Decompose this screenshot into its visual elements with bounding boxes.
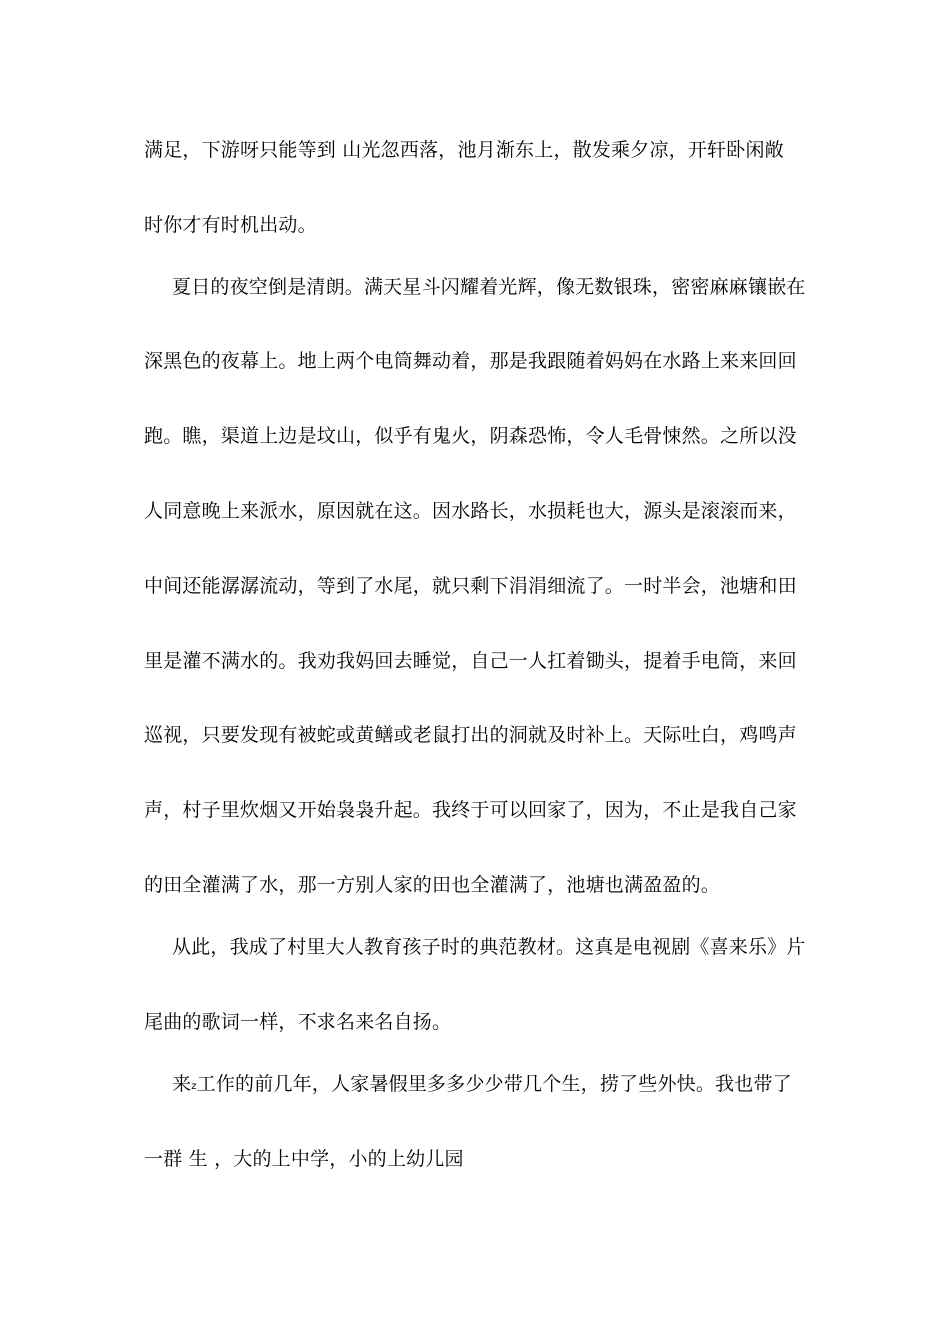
text-line: 时你才有时机出动。 (144, 214, 317, 236)
text-line: 夏日的夜空倒是清朗。满天星斗闪耀着光辉，像无数银珠，密密麻麻镶嵌在 (172, 276, 806, 298)
text-line (172, 1071, 792, 1100)
text-line: 从此，我成了村里大人教育孩子时的典范教材。这真是电视剧《喜来乐》片 (172, 936, 806, 958)
text-line: 中间还能潺潺流动，等到了水尾，就只剩下涓涓细流了。一时半会，池塘和田 (144, 575, 797, 597)
text-line: 巡视，只要发现有被蛇或黄鳝或老鼠打出的洞就及时补上。天际吐白，鸡鸣声 (144, 724, 797, 746)
text-line: 里是灌不满水的。我劝我妈回去睡觉，自己一人扛着锄头，提着手电筒，来回 (144, 650, 797, 672)
text-line: 满足，下游呀只能等到 山光忽西落，池月渐东上，散发乘夕凉，开轩卧闲敞 (144, 139, 784, 161)
text-line: 一群 生 ，大的上中学，小的上幼儿园 (144, 1148, 464, 1170)
text-line: 跑。瞧，渠道上边是坟山，似乎有鬼火，阴森恐怖，令人毛骨悚然。之所以没 (144, 425, 797, 447)
text-line: 尾曲的歌词一样，不求名来名自扬。 (144, 1011, 452, 1033)
text-line: 声，村子里炊烟又开始袅袅升起。我终于可以回家了，因为，不止是我自己家 (144, 799, 797, 821)
text-line: 的田全灌满了水，那一方别人家的田也全灌满了，池塘也满盈盈的。 (144, 874, 721, 896)
text-line: 人同意晚上来派水，原因就在这。因水路长，水损耗也大，源头是滚滚而来， (144, 500, 797, 522)
text-segment: 来 (172, 1073, 192, 1095)
small-mark: z (191, 1081, 197, 1092)
text-line: 深黑色的夜幕上。地上两个电筒舞动着，那是我跟随着妈妈在水路上来来回回 (144, 350, 797, 372)
text-segment: 工作的前几年，人家暑假里多多少少带几个生，捞了些外快。我也带了 (196, 1073, 792, 1095)
